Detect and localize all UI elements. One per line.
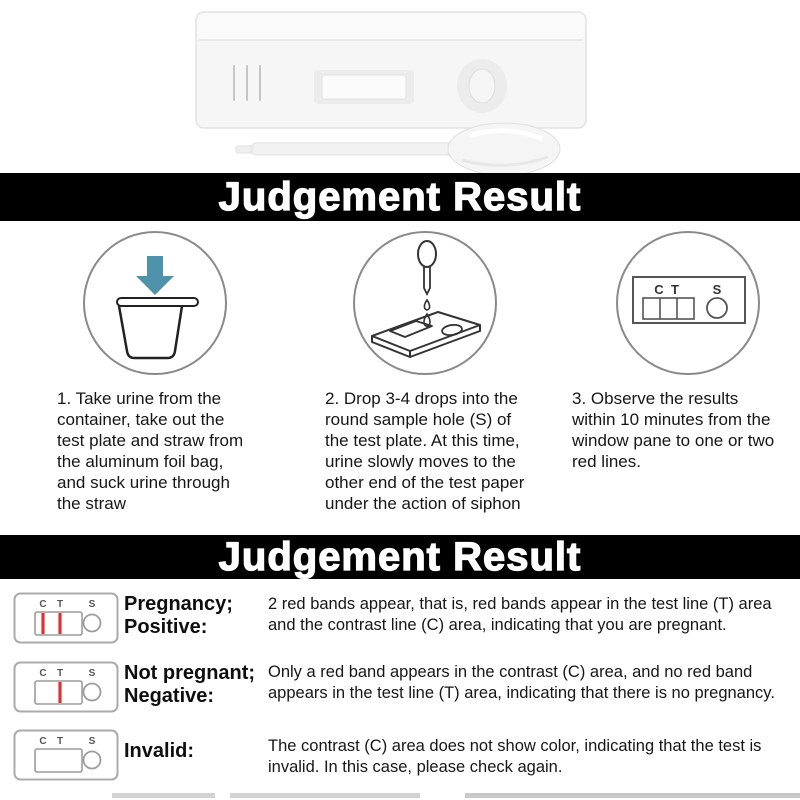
result-desc-positive: 2 red bands appear, that is, red bands appear in the test line (T) area and the contrast line (C) area, indicating that you are pregnant.	[268, 595, 772, 634]
result-label-line1: Not pregnant;	[124, 662, 256, 684]
dropper-plate-icon	[350, 228, 500, 378]
c-label: C	[39, 599, 47, 610]
bottom-crop-segment	[230, 793, 420, 798]
result-label-line1: Invalid:	[124, 740, 195, 762]
judgement-result-banner-bottom: Judgement Result	[0, 535, 800, 579]
cup-with-arrow-icon	[80, 228, 230, 378]
down-arrow-icon	[136, 256, 174, 295]
step-1-caption: 1. Take urine from the container, take out the test plate and straw from the aluminum foil bag, and suck urine through the straw	[57, 389, 244, 514]
cassette-top-view-icon	[613, 228, 763, 378]
result-label-invalid	[124, 740, 194, 763]
s-label: S	[712, 282, 722, 297]
negative-strip-illustration	[13, 661, 119, 713]
step-2-caption: 2. Drop 3-4 drops into the round sample hole (S) of the test plate. At this time, urine slowly moves to the other end of the test paper under the action of siphon	[325, 389, 525, 514]
result-label-line1: Pregnancy;	[124, 593, 233, 615]
result-window	[314, 70, 414, 104]
c-label: C	[654, 282, 664, 297]
test-cassette-photo	[196, 12, 586, 128]
result-label-line2: Negative:	[124, 685, 215, 707]
t-label: T	[56, 599, 64, 610]
result-desc-negative: Only a red band appears in the contrast (C) area, and no red band appears in the test line (T) area, indicating that there is no pregnancy.	[268, 663, 775, 702]
result-desc-invalid: The contrast (C) area does not show color, indicating that the test is invalid. In this case, please check again.	[268, 737, 762, 776]
c-label: C	[39, 668, 47, 679]
s-label: S	[88, 668, 96, 679]
t-label: T	[671, 282, 679, 297]
t-label: T	[56, 668, 64, 679]
step-3-caption: 3. Observe the results within 10 minutes from the window pane to one or two red lines.	[572, 389, 775, 472]
result-label-positive	[124, 593, 233, 639]
positive-strip-illustration	[13, 592, 119, 644]
dropper-photo	[236, 123, 560, 175]
invalid-strip-illustration	[13, 729, 119, 781]
result-label-line2: Positive:	[124, 616, 208, 638]
c-label: C	[39, 736, 47, 747]
product-photo	[0, 0, 800, 175]
sample-well	[457, 59, 507, 113]
s-label: S	[88, 736, 96, 747]
result-label-negative	[124, 662, 255, 708]
judgement-result-banner-top: Judgement Result	[0, 173, 800, 221]
bottom-crop-segment	[465, 793, 800, 798]
bottom-crop-segment	[112, 793, 215, 798]
s-label: S	[88, 599, 96, 610]
t-label: T	[56, 736, 64, 747]
